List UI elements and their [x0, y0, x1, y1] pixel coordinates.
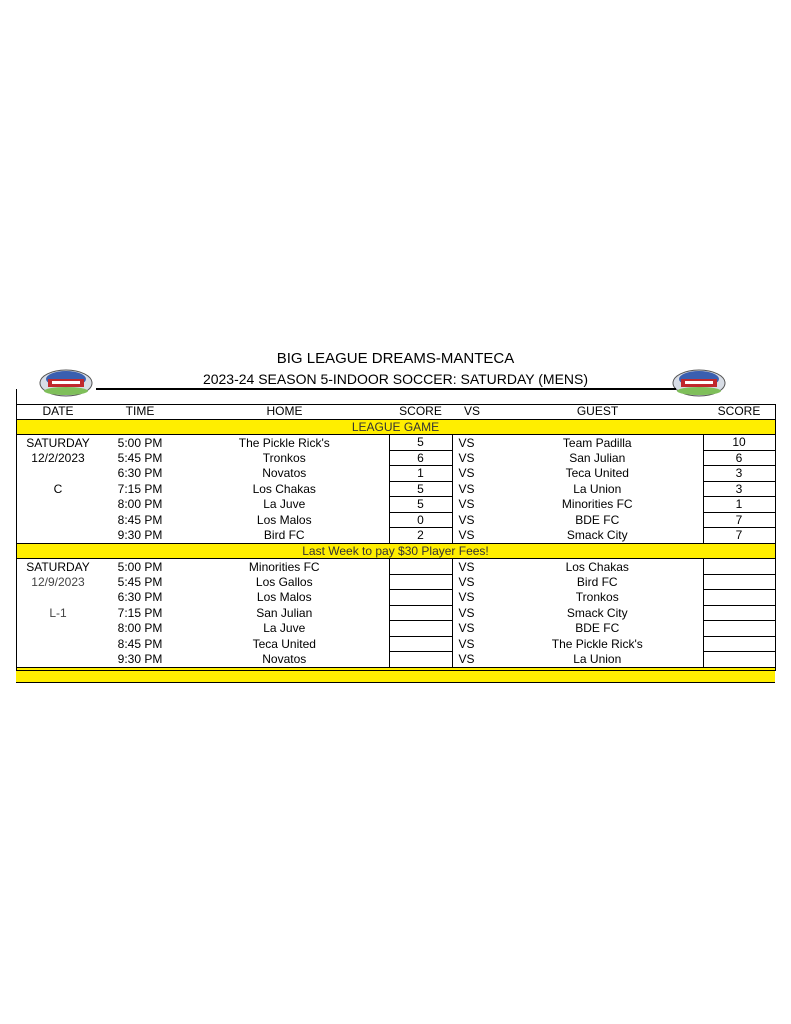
table-row — [16, 435, 775, 451]
game-time: 6:30 PM — [117, 466, 163, 481]
vs-label: VS — [458, 652, 475, 666]
table-row — [16, 652, 775, 668]
guest-score: 1 — [703, 497, 775, 513]
guest-team: Los Chakas — [565, 559, 629, 574]
empty-cell — [16, 590, 100, 606]
guest-score: 6 — [703, 450, 775, 466]
guest-score — [703, 652, 775, 668]
game-time: 6:30 PM — [117, 590, 163, 605]
table-row — [16, 559, 775, 575]
table-row — [16, 590, 775, 606]
home-team: Novatos — [262, 652, 307, 666]
home-team: Teca United — [252, 636, 316, 651]
guest-team: Tronkos — [575, 590, 619, 605]
title-rule — [96, 388, 676, 390]
table-row — [16, 605, 775, 621]
table-row — [16, 528, 775, 544]
vs-label: VS — [458, 466, 475, 481]
guest-team: La Union — [573, 652, 622, 666]
home-team: La Juve — [263, 621, 306, 636]
game-date: 12/9/2023 — [31, 574, 85, 589]
home-score — [389, 590, 452, 606]
schedule-table — [16, 404, 776, 683]
home-team: Los Malos — [256, 512, 312, 527]
col-vs: VS — [452, 404, 492, 419]
home-team: Tronkos — [262, 450, 306, 465]
home-score — [389, 574, 452, 590]
empty-cell — [16, 497, 100, 513]
banner-text: Last Week to pay $30 Player Fees! — [16, 543, 775, 559]
guest-team: Minorities FC — [561, 497, 633, 512]
league-game-banner — [16, 419, 775, 435]
guest-team: La Union — [573, 481, 622, 496]
vs-label: VS — [458, 605, 475, 620]
table-row — [16, 450, 775, 466]
home-score — [389, 621, 452, 637]
division-label: C — [53, 481, 63, 496]
guest-team: Team Padilla — [562, 435, 632, 450]
home-team: Bird FC — [263, 528, 305, 542]
home-team: Minorities FC — [248, 559, 320, 574]
guest-score: 3 — [703, 481, 775, 497]
day-label: SATURDAY — [26, 435, 90, 450]
table-row — [16, 481, 775, 497]
vs-label: VS — [458, 512, 475, 527]
table-row — [16, 497, 775, 513]
page-subtitle: 2023-24 SEASON 5-INDOOR SOCCER: SATURDAY (MENS) — [202, 371, 589, 387]
game-time: 9:30 PM — [117, 528, 163, 542]
home-team: La Juve — [263, 497, 306, 512]
footer-band-cell — [16, 667, 775, 683]
guest-score — [703, 590, 775, 606]
guest-team: BDE FC — [575, 512, 620, 527]
empty-cell — [16, 528, 100, 544]
game-time: 5:00 PM — [117, 435, 163, 450]
guest-score — [703, 559, 775, 575]
table-row — [16, 466, 775, 482]
guest-team: Smack City — [566, 528, 628, 542]
table-row — [16, 621, 775, 637]
game-time: 8:00 PM — [117, 621, 163, 636]
home-team: The Pickle Rick's — [238, 435, 330, 450]
col-time: TIME — [100, 404, 180, 419]
game-time: 8:45 PM — [117, 636, 163, 651]
vs-label: VS — [458, 497, 475, 512]
guest-team: Smack City — [566, 605, 628, 620]
guest-score — [703, 636, 775, 652]
vs-label: VS — [458, 636, 475, 651]
guest-team: San Julian — [569, 450, 626, 465]
home-team: San Julian — [256, 605, 313, 620]
vs-label: VS — [458, 590, 475, 605]
table-row — [16, 512, 775, 528]
vs-label: VS — [458, 621, 475, 636]
column-header-row — [16, 404, 775, 419]
home-team: Los Malos — [256, 590, 312, 605]
game-time: 5:45 PM — [117, 450, 163, 465]
vs-label: VS — [458, 574, 475, 589]
vs-label: VS — [458, 435, 475, 450]
home-score — [389, 559, 452, 575]
guest-score — [703, 621, 775, 637]
guest-score — [703, 605, 775, 621]
empty-cell — [16, 512, 100, 528]
guest-score: 3 — [703, 466, 775, 482]
game-time: 7:15 PM — [117, 481, 163, 496]
home-score: 5 — [389, 497, 452, 513]
game-time: 5:00 PM — [117, 559, 163, 574]
empty-cell — [16, 466, 100, 482]
banner-text: LEAGUE GAME — [16, 419, 775, 435]
home-score — [389, 652, 452, 668]
home-team: Los Chakas — [252, 481, 316, 496]
empty-cell — [16, 621, 100, 637]
guest-score — [703, 574, 775, 590]
vs-label: VS — [458, 481, 475, 496]
home-score: 0 — [389, 512, 452, 528]
table-row — [16, 574, 775, 590]
fees-banner — [16, 543, 775, 559]
guest-team: BDE FC — [575, 621, 620, 636]
game-time: 8:45 PM — [117, 512, 163, 527]
guest-score: 10 — [703, 435, 775, 451]
home-score: 5 — [389, 481, 452, 497]
home-score: 5 — [389, 435, 452, 451]
guest-team: Teca United — [565, 466, 629, 481]
vs-label: VS — [458, 528, 475, 542]
footer-band — [16, 667, 775, 683]
game-time: 8:00 PM — [117, 497, 163, 512]
home-score: 2 — [389, 528, 452, 544]
home-score: 1 — [389, 466, 452, 482]
guest-score: 7 — [703, 512, 775, 528]
division-label: L-1 — [49, 605, 67, 620]
guest-team: Bird FC — [576, 574, 618, 589]
col-home-score: SCORE — [389, 404, 452, 419]
frame-left-rule — [16, 389, 17, 405]
game-date: 12/2/2023 — [31, 450, 85, 465]
game-time: 5:45 PM — [117, 574, 163, 589]
game-time: 9:30 PM — [117, 652, 163, 666]
empty-cell — [16, 636, 100, 652]
home-score — [389, 605, 452, 621]
table-row — [16, 636, 775, 652]
col-guest: GUEST — [492, 404, 703, 419]
col-guest-score: SCORE — [703, 404, 775, 419]
home-score: 6 — [389, 450, 452, 466]
game-time: 7:15 PM — [117, 605, 163, 620]
page-title: BIG LEAGUE DREAMS-MANTECA — [276, 350, 515, 367]
vs-label: VS — [458, 450, 475, 465]
col-date: DATE — [16, 404, 100, 419]
day-label: SATURDAY — [26, 559, 90, 574]
vs-label: VS — [458, 559, 475, 574]
guest-score: 7 — [703, 528, 775, 544]
home-team: Novatos — [262, 466, 307, 481]
col-home: HOME — [180, 404, 389, 419]
empty-cell — [16, 652, 100, 668]
guest-team: The Pickle Rick's — [551, 636, 643, 651]
home-score — [389, 636, 452, 652]
home-team: Los Gallos — [255, 574, 313, 589]
